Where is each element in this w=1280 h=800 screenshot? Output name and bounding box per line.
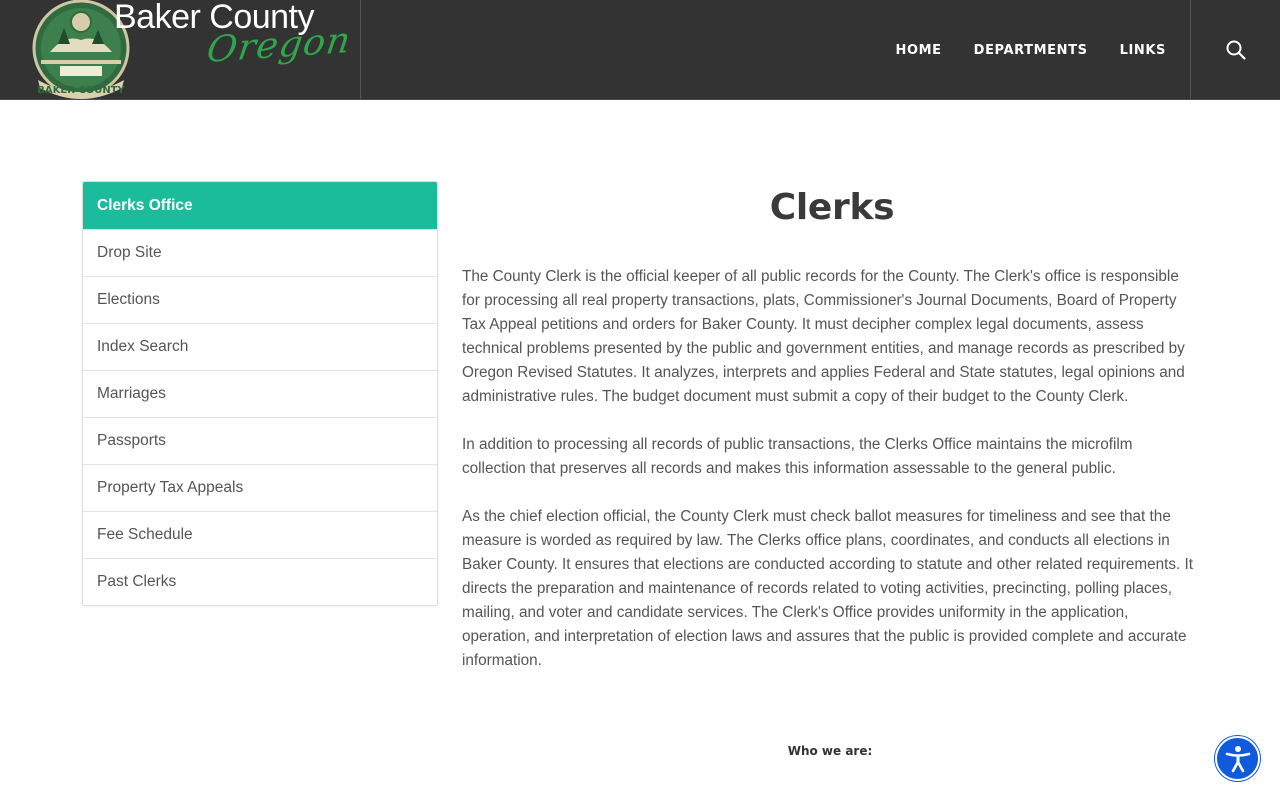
sidebar-item-marriages[interactable]: Marriages — [83, 370, 437, 417]
page-title: Clerks — [769, 187, 895, 228]
svg-text:BAKER COUNTY: BAKER COUNTY — [37, 85, 125, 96]
main-content — [462, 181, 1202, 758]
nav-departments[interactable]: DEPARTMENTS — [973, 42, 1088, 58]
who-we-are-heading: Who we are: — [787, 744, 873, 758]
brand-subtitle: Oregon — [204, 20, 354, 71]
sidebar-item-elections[interactable]: Elections — [83, 276, 437, 323]
sidebar-item-fee-schedule[interactable]: Fee Schedule — [83, 511, 437, 558]
logo-link[interactable] — [0, 0, 361, 100]
main-nav — [896, 0, 1166, 100]
microfilm-paragraph: In addition to processing all records of public transactions, the Clerks Office maintains the microfilm collection that preserves all records and makes this information assessable to the general public. — [462, 436, 1133, 477]
search-icon[interactable] — [1225, 39, 1247, 61]
elections-paragraph: As the chief election official, the County Clerk must check ballot measures for timeliness and see that the measure is worded as required by law. The Clerks office plans, coordinates, and conducts all elections in Baker County. It ensures that elections are conducted according to statute and other related requirements. It directs the preparation and maintenance of records related to voting activities, precincting, polling places, mailing, and voter and candidate services. The Clerk's Office provides uniformity in the application, operation, and interpretation of election laws and assures that the public is provided complete and accurate information. — [462, 508, 1193, 669]
sidebar-item-clerks-office[interactable]: Clerks Office — [83, 182, 437, 229]
intro-paragraph: The County Clerk is the official keeper of all public records for the County. The Clerk's office is responsible for processing all real property transactions, plats, Commissioner's Journal Documents, Board of Property Tax Appeal petitions and orders for Baker County. It must decipher complex legal documents, assess technical problems presented by the public and government entities, and manage records as prescribed by Oregon Revised Statutes. It analyzes, interprets and applies Federal and State statutes, legal opinions and administrative rules. The budget document must submit a copy of their budget to the County Clerk. — [462, 268, 1185, 405]
search-area — [1190, 0, 1280, 100]
accessibility-icon — [1223, 744, 1253, 774]
sidebar-nav — [82, 181, 438, 606]
sidebar-item-passports[interactable]: Passports — [83, 417, 437, 464]
sidebar-item-past-clerks[interactable]: Past Clerks — [83, 558, 437, 605]
sidebar-item-index-search[interactable]: Index Search — [83, 323, 437, 370]
nav-home[interactable]: HOME — [895, 42, 942, 58]
accessibility-button[interactable] — [1215, 736, 1260, 781]
nav-links[interactable]: LINKS — [1119, 42, 1166, 58]
brand-name: Baker County — [114, 0, 314, 36]
sidebar-item-drop-site[interactable]: Drop Site — [83, 229, 437, 276]
sidebar-item-property-tax-appeals[interactable]: Property Tax Appeals — [83, 464, 437, 511]
site-header — [0, 0, 1280, 100]
